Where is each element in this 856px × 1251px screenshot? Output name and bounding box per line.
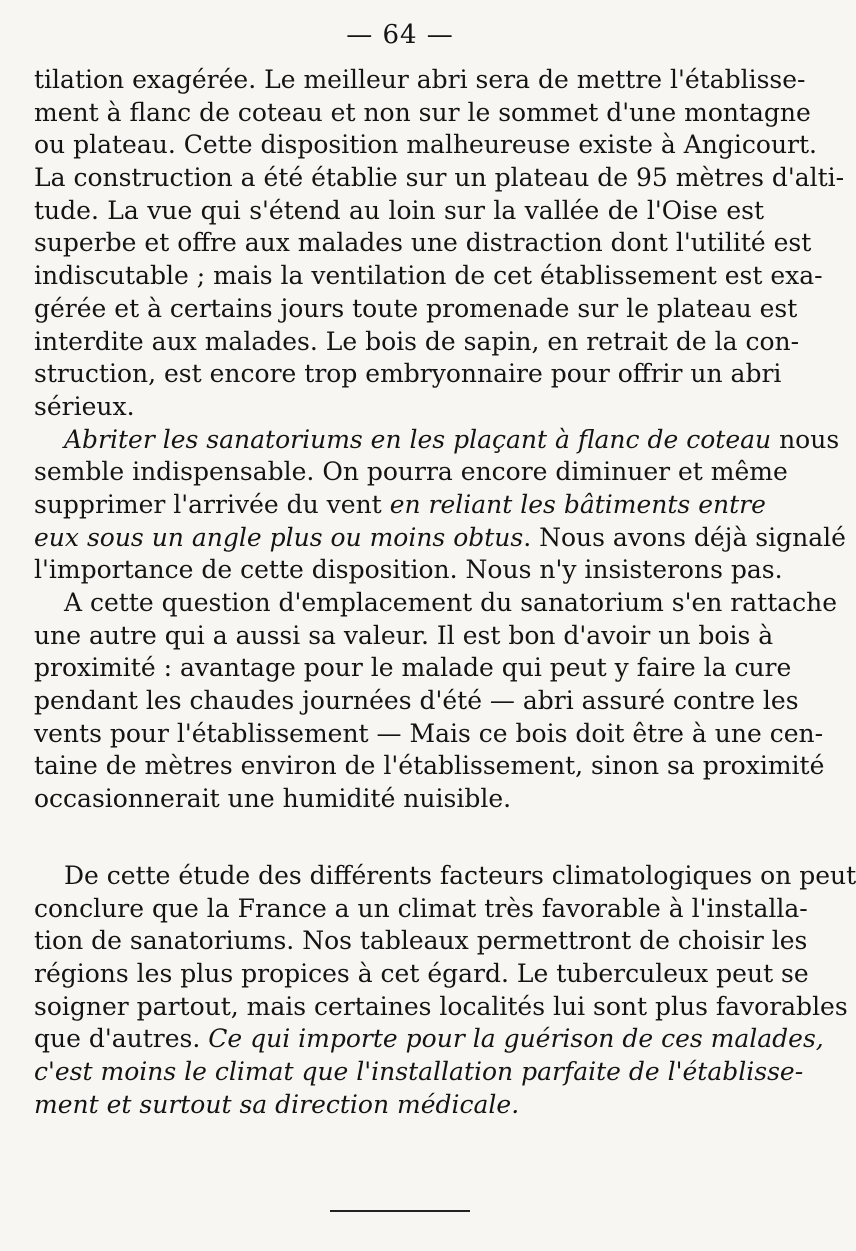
text-line: vents pour l'établissement — Mais ce bois doit être à une cen- xyxy=(34,718,824,748)
italic-phrase: en reliant les bâtiments entre xyxy=(389,489,766,519)
text-line: La construction a été établie sur un plateau de 95 mètres d'alti- xyxy=(34,163,845,193)
text-line: conclure que la France a un climat très favorable à l'installa- xyxy=(34,893,808,923)
text-line: A cette question d'emplacement du sanatorium s'en rattache xyxy=(64,588,838,617)
text-line: semble indispensable. On pourra encore diminuer et même xyxy=(34,457,788,487)
paragraph-bois-proximite xyxy=(34,587,838,816)
text-line: proximité : avantage pour le malade qui peut y faire la cure xyxy=(34,653,792,683)
text-line xyxy=(34,489,764,522)
text-line: soigner partout, mais certaines localités lui sont plus favorables xyxy=(34,991,848,1021)
text-line: une autre qui a aussi sa valeur. Il est bon d'avoir un bois à xyxy=(34,620,774,650)
text-line: régions les plus propices à cet égard. Le tuberculeux peut se xyxy=(34,959,809,989)
text-line: tilation exagérée. Le meilleur abri sera de mettre l'établisse- xyxy=(34,65,806,94)
italic-phrase: Ce qui importe pour la guérison de ces malades, xyxy=(208,1024,824,1054)
page-number: — 64 — xyxy=(346,20,454,50)
text-line: tude. La vue qui s'étend au loin sur la vallée de l'Oise est xyxy=(34,195,764,225)
italic-phrase: Abriter les sanatoriums en les plaçant à flanc de coteau xyxy=(64,424,772,454)
body-text-upper xyxy=(34,64,846,816)
text-line: ou plateau. Cette disposition malheureuse existe à Angicourt. xyxy=(34,130,817,160)
text-line xyxy=(34,1056,804,1089)
italic-phrase: c'est moins le climat que l'installation parfaite de l'établisse- xyxy=(34,1057,804,1087)
text-line: struction, est encore trop embryonnaire pour offrir un abri xyxy=(34,359,782,389)
text-line: ment à flanc de coteau et non sur le sommet d'une montagne xyxy=(34,97,811,127)
text-line xyxy=(34,522,846,555)
italic-phrase: ment et surtout sa direction médicale. xyxy=(34,1089,520,1119)
text-line: De cette étude des différents facteurs climatologiques on peut xyxy=(64,861,856,890)
text-run: nous xyxy=(771,424,840,454)
italic-phrase: eux sous un angle plus ou moins obtus xyxy=(34,522,524,552)
text-line: sérieux. xyxy=(34,391,135,421)
text-line xyxy=(34,1023,824,1056)
paragraph-flanc-de-coteau xyxy=(34,424,846,587)
text-run: . Nous avons déjà signalé xyxy=(523,522,846,552)
text-line: interdite aux malades. Le bois de sapin, en retrait de la con- xyxy=(34,326,800,356)
paragraph-ventilation xyxy=(34,64,845,424)
text-line: l'importance de cette disposition. Nous n'y insisterons pas. xyxy=(34,555,783,585)
text-line xyxy=(34,1089,764,1122)
text-line: tion de sanatoriums. Nos tableaux permettront de choisir les xyxy=(34,926,808,956)
text-line: indiscutable ; mais la ventilation de cet établissement est exa- xyxy=(34,261,823,291)
text-line: pendant les chaudes journées d'été — abri assuré contre les xyxy=(34,686,799,716)
paragraph-conclusion xyxy=(34,860,856,1122)
text-line: superbe et offre aux malades une distraction dont l'utilité est xyxy=(34,228,812,258)
footnote-divider xyxy=(330,1210,470,1212)
text-line xyxy=(34,424,840,457)
text-line: gérée et à certains jours toute promenade sur le plateau est xyxy=(34,293,798,323)
text-line: taine de mètres environ de l'établissement, sinon sa proximité xyxy=(34,751,825,781)
text-run: supprimer l'arrivée du vent xyxy=(34,489,390,519)
body-text-lower xyxy=(34,860,856,1122)
text-line: occasionnerait une humidité nuisible. xyxy=(34,784,512,814)
text-run: que d'autres. xyxy=(34,1024,209,1054)
